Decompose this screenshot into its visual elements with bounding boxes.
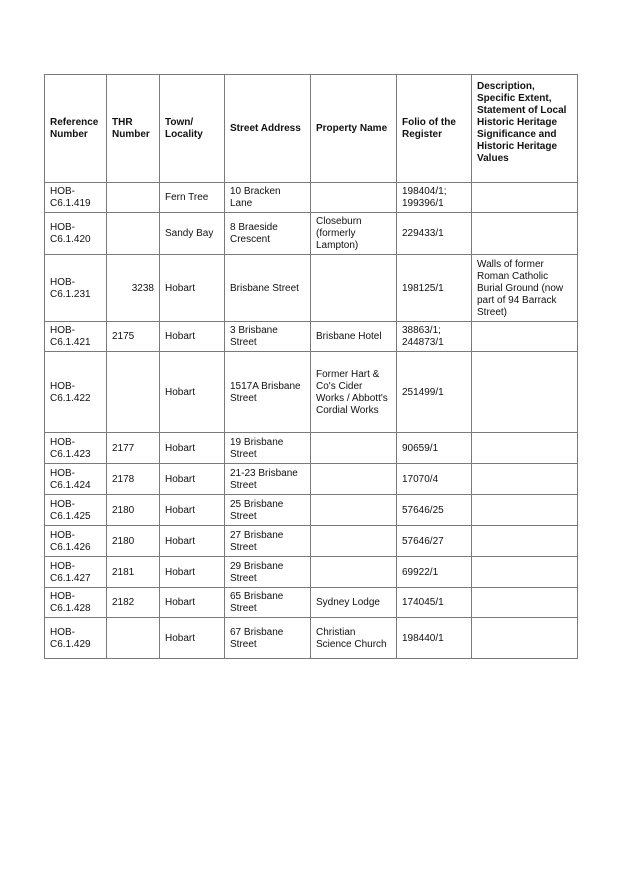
cell-description: [472, 322, 578, 352]
header-street-address: Street Address: [225, 75, 311, 183]
cell-street: 3 Brisbane Street: [225, 322, 311, 352]
cell-property: Brisbane Hotel: [311, 322, 397, 352]
cell-street: 65 Brisbane Street: [225, 588, 311, 618]
heritage-register-table: [44, 74, 578, 659]
table-row: [45, 255, 578, 322]
cell-folio: 251499/1: [397, 352, 472, 433]
cell-street: Brisbane Street: [225, 255, 311, 322]
table-row: [45, 557, 578, 588]
table-row: [45, 464, 578, 495]
cell-folio: 57646/27: [397, 526, 472, 557]
cell-reference: HOB-C6.1.419: [45, 183, 107, 213]
cell-description: [472, 588, 578, 618]
cell-folio: 90659/1: [397, 433, 472, 464]
header-description: Description, Specific Extent, Statement of Local Historic Heritage Significance and Historic Heritage Values: [472, 75, 578, 183]
cell-property: [311, 183, 397, 213]
cell-reference: HOB-C6.1.422: [45, 352, 107, 433]
table-row: [45, 183, 578, 213]
cell-street: 10 Bracken Lane: [225, 183, 311, 213]
cell-town: Hobart: [160, 526, 225, 557]
cell-town: Hobart: [160, 464, 225, 495]
cell-street: 8 Braeside Crescent: [225, 213, 311, 255]
cell-thr: 2178: [107, 464, 160, 495]
cell-description: [472, 352, 578, 433]
cell-street: 1517A Brisbane Street: [225, 352, 311, 433]
cell-thr: [107, 213, 160, 255]
table-row: [45, 433, 578, 464]
cell-town: Sandy Bay: [160, 213, 225, 255]
cell-description: [472, 464, 578, 495]
cell-description: Walls of former Roman Catholic Burial Ground (now part of 94 Barrack Street): [472, 255, 578, 322]
cell-reference: HOB-C6.1.423: [45, 433, 107, 464]
cell-street: 21-23 Brisbane Street: [225, 464, 311, 495]
cell-reference: HOB-C6.1.421: [45, 322, 107, 352]
header-thr-number: THR Number: [107, 75, 160, 183]
table-row: [45, 322, 578, 352]
cell-town: Hobart: [160, 618, 225, 659]
cell-thr: [107, 618, 160, 659]
cell-reference: HOB-C6.1.424: [45, 464, 107, 495]
header-town-locality: Town/ Locality: [160, 75, 225, 183]
cell-property: [311, 464, 397, 495]
cell-reference: HOB-C6.1.428: [45, 588, 107, 618]
cell-thr: 2180: [107, 526, 160, 557]
cell-street: 67 Brisbane Street: [225, 618, 311, 659]
cell-thr: [107, 183, 160, 213]
cell-property: [311, 526, 397, 557]
cell-description: [472, 183, 578, 213]
cell-reference: HOB-C6.1.426: [45, 526, 107, 557]
cell-folio: 69922/1: [397, 557, 472, 588]
cell-property: [311, 255, 397, 322]
cell-folio: 17070/4: [397, 464, 472, 495]
cell-property: [311, 557, 397, 588]
cell-reference: HOB-C6.1.425: [45, 495, 107, 526]
cell-street: 25 Brisbane Street: [225, 495, 311, 526]
cell-reference: HOB-C6.1.427: [45, 557, 107, 588]
cell-property: Closeburn (formerly Lampton): [311, 213, 397, 255]
cell-folio: 174045/1: [397, 588, 472, 618]
table-row: [45, 495, 578, 526]
cell-property: [311, 433, 397, 464]
header-folio: Folio of the Register: [397, 75, 472, 183]
cell-street: 29 Brisbane Street: [225, 557, 311, 588]
cell-folio: 38863/1; 244873/1: [397, 322, 472, 352]
cell-folio: 198440/1: [397, 618, 472, 659]
cell-folio: 198125/1: [397, 255, 472, 322]
cell-town: Hobart: [160, 255, 225, 322]
table-row: [45, 213, 578, 255]
cell-thr: 3238: [107, 255, 160, 322]
cell-property: Christian Science Church: [311, 618, 397, 659]
cell-description: [472, 526, 578, 557]
cell-folio: 198404/1; 199396/1: [397, 183, 472, 213]
cell-town: Hobart: [160, 495, 225, 526]
table-row: [45, 352, 578, 433]
cell-thr: 2181: [107, 557, 160, 588]
table-header-row: [45, 75, 578, 183]
cell-reference: HOB-C6.1.429: [45, 618, 107, 659]
table-row: [45, 526, 578, 557]
cell-thr: 2175: [107, 322, 160, 352]
cell-town: Hobart: [160, 322, 225, 352]
cell-property: Former Hart & Co's Cider Works / Abbott's Cordial Works: [311, 352, 397, 433]
cell-folio: 57646/25: [397, 495, 472, 526]
cell-property: Sydney Lodge: [311, 588, 397, 618]
cell-town: Hobart: [160, 352, 225, 433]
cell-thr: 2182: [107, 588, 160, 618]
cell-description: [472, 433, 578, 464]
cell-thr: 2177: [107, 433, 160, 464]
cell-description: [472, 495, 578, 526]
cell-street: 27 Brisbane Street: [225, 526, 311, 557]
header-reference-number: Reference Number: [45, 75, 107, 183]
cell-description: [472, 557, 578, 588]
cell-reference: HOB-C6.1.420: [45, 213, 107, 255]
cell-description: [472, 618, 578, 659]
header-property-name: Property Name: [311, 75, 397, 183]
cell-town: Hobart: [160, 433, 225, 464]
cell-town: Fern Tree: [160, 183, 225, 213]
cell-folio: 229433/1: [397, 213, 472, 255]
cell-thr: [107, 352, 160, 433]
cell-town: Hobart: [160, 588, 225, 618]
cell-reference: HOB-C6.1.231: [45, 255, 107, 322]
cell-town: Hobart: [160, 557, 225, 588]
cell-property: [311, 495, 397, 526]
cell-description: [472, 213, 578, 255]
cell-thr: 2180: [107, 495, 160, 526]
cell-street: 19 Brisbane Street: [225, 433, 311, 464]
table-row: [45, 588, 578, 618]
table-row: [45, 618, 578, 659]
